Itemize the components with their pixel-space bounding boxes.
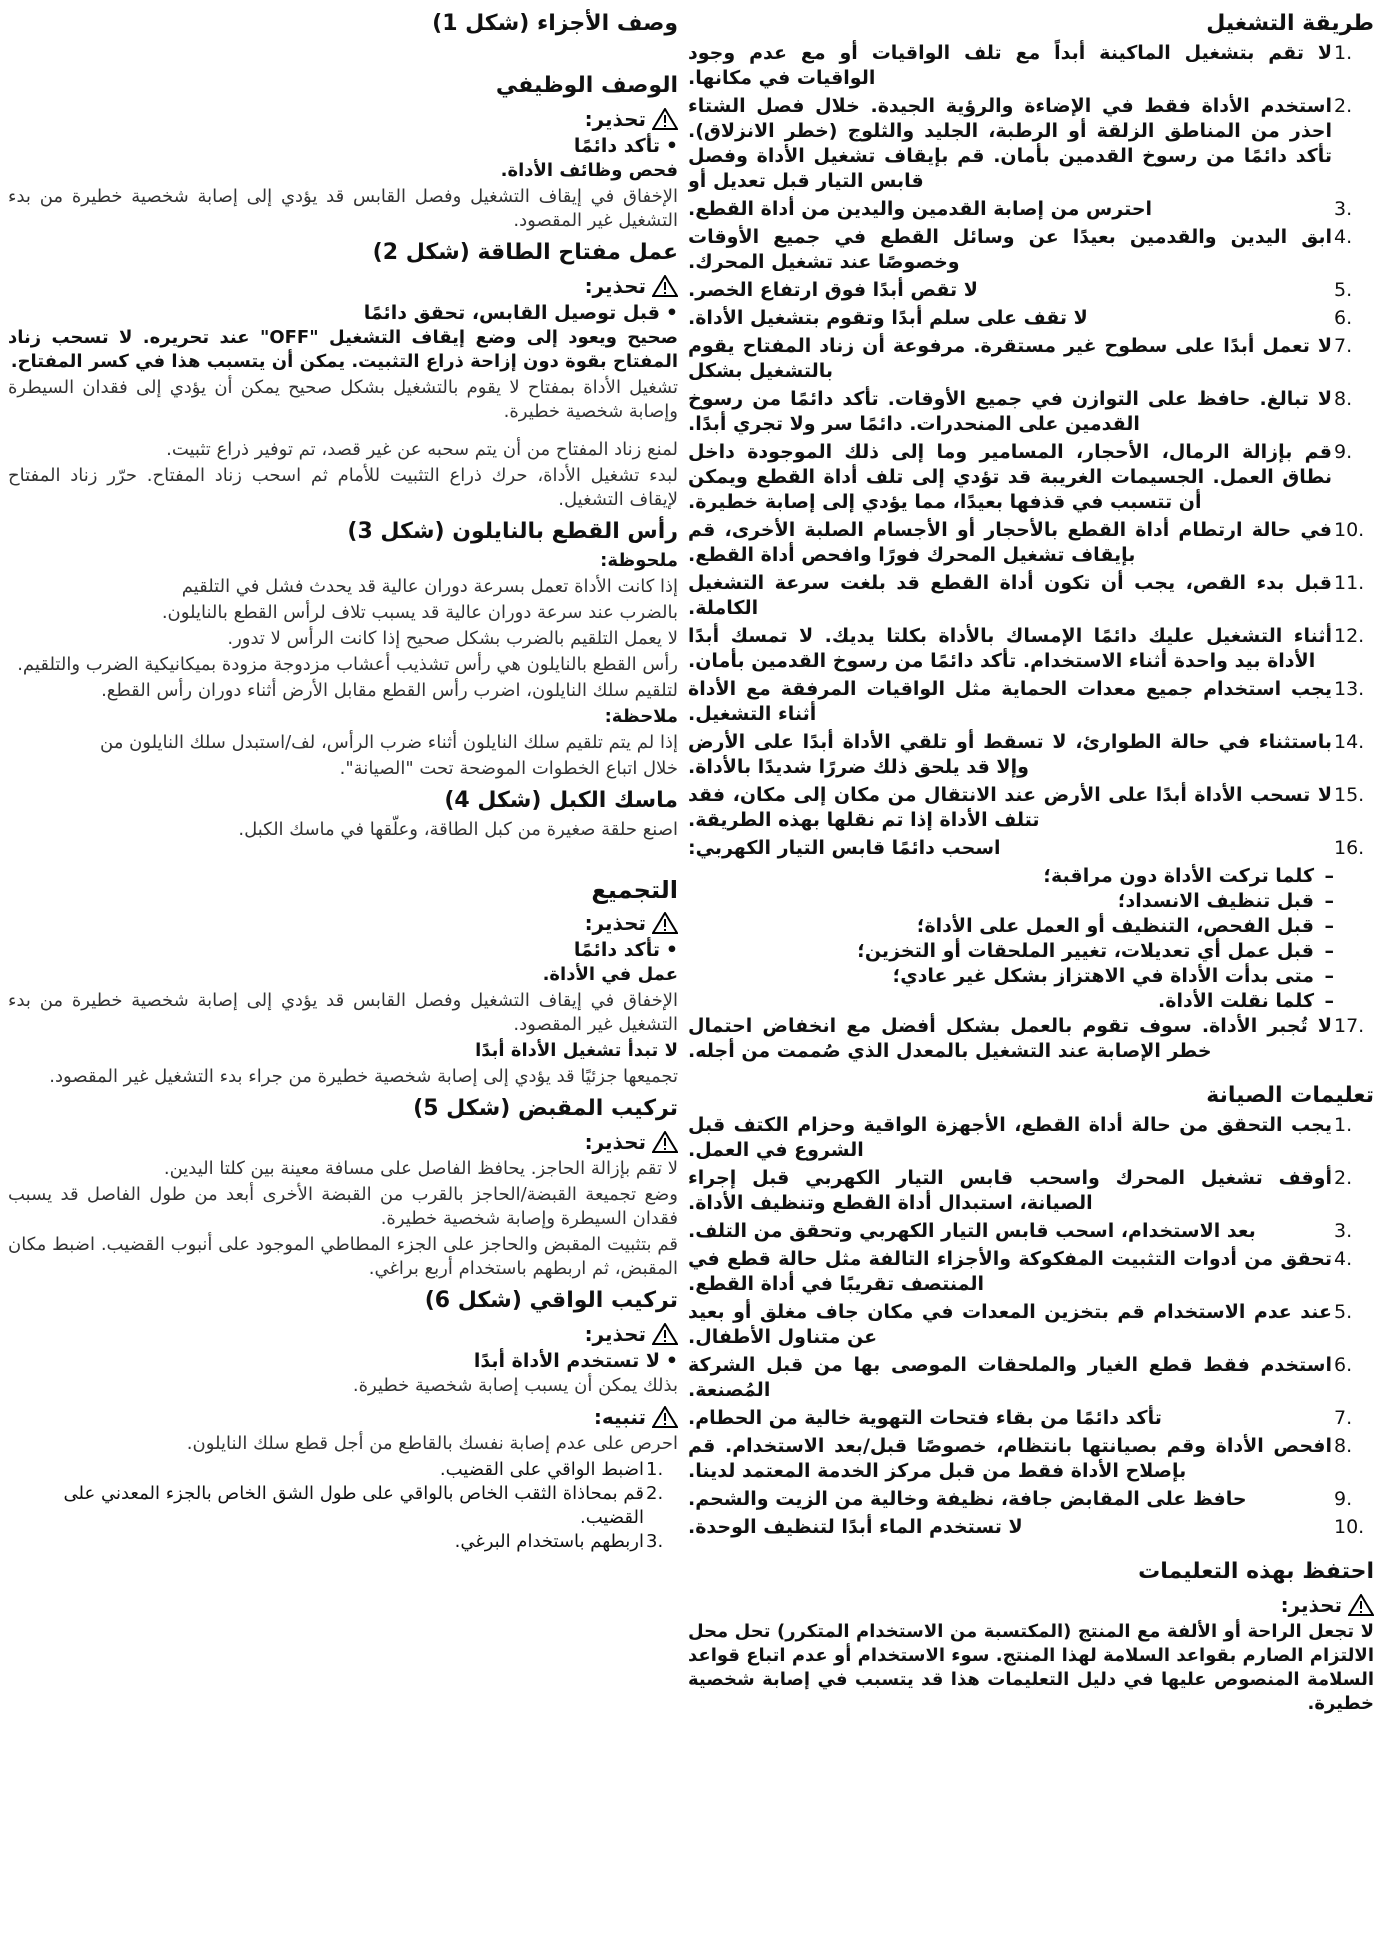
item-number: 1. — [1334, 42, 1353, 64]
item-number: 10. — [1334, 519, 1365, 541]
asm-text-2: تجميعها جزئيًا قد يؤدي إلى إصابة شخصية خطيرة من جراء بدء التشغيل غير المقصود. — [49, 1066, 678, 1087]
func-bullet: • تأكد دائمًا — [8, 134, 678, 159]
operation-item — [688, 783, 1374, 833]
warning-label: تحذير: — [584, 274, 646, 298]
item-number: 4. — [1334, 1248, 1353, 1270]
operation-item — [688, 440, 1374, 515]
item-text: قبل بدء القص، يجب أن تكون أداة القطع قد بلغت سرعة التشغيل الكاملة. — [688, 572, 1332, 619]
item-number: 15. — [1334, 784, 1365, 806]
item-number: 5. — [1334, 279, 1353, 301]
item-text: اربطهم باستخدام البرغي. — [454, 1531, 644, 1552]
item-number: 2. — [1334, 1167, 1353, 1189]
item-number: 9. — [1334, 1488, 1353, 1510]
item-text: أثناء التشغيل عليك دائمًا الإمساك بالأداة بكلتا يديك. لا تمسك أبدًا الأداة بيد واحدة أثناء الاستخدام. تأكد دائمًا من رسوخ القدمين بأمان. — [688, 625, 1332, 672]
item-number: 9. — [1334, 441, 1353, 463]
warning-label: تحذير: — [1280, 1593, 1342, 1617]
warning-4 — [8, 1129, 678, 1155]
item-text: لا تسحب الأداة أبدًا على الأرض عند الانتقال من مكان إلى مكان، فقد تتلف الأداة إذا تم نقلها بهذه الطريقة. — [688, 784, 1332, 831]
item-text: لا تعمل أبدًا على سطوح غير مستقرة. مرفوعة أن زناد المفتاح يقوم بالتشغيل بشكل — [688, 335, 1332, 382]
item-number: 12. — [1334, 625, 1365, 647]
item-text: قم بمحاذاة الثقب الخاص بالواقي على طول الشق الخاص بالجزء المعدني على القضيب. — [63, 1483, 644, 1528]
guard-step — [8, 1530, 678, 1554]
item-text: عند عدم الاستخدام قم بتخزين المعدات في مكان جاف مغلق أو بعيد عن متناول الأطفال. — [688, 1301, 1332, 1348]
item-text: ابق اليدين والقدمين بعيدًا عن وسائل القطع في جميع الأوقات وخصوصًا عند تشغيل المحرك. — [688, 226, 1332, 273]
item-number: 6. — [1334, 307, 1353, 329]
item-text: استخدم فقط قطع الغيار والملحقات الموصى بها من قبل الشركة المُصنعة. — [688, 1354, 1332, 1401]
parts-title: وصف الأجزاء (شكل 1) — [432, 11, 678, 36]
maintenance-list — [688, 1113, 1374, 1540]
warning-icon — [652, 1131, 678, 1153]
item-text: لا تستخدم الماء أبدًا لتنظيف الوحدة. — [688, 1516, 1023, 1538]
note2-text-1: إذا لم يتم تلقيم سلك النايلون أثناء ضرب الرأس، لف/استبدل سلك النايلون من — [100, 732, 678, 753]
maintenance-item — [688, 1406, 1374, 1431]
item-number: 2. — [646, 1483, 664, 1504]
item-text: يجب التحقق من حالة أداة القطع، الأجهزة الواقية وحزام الكتف قبل الشروع في العمل. — [688, 1114, 1332, 1161]
asm-bold: عمل في الأداة. — [542, 964, 678, 985]
item-text: لا تبالغ. حافظ على التوازن في جميع الأوقات. تأكد دائمًا من رسوخ القدمين على المنحدرات. دائمًا سر ولا تجري أبدًا. — [688, 388, 1332, 435]
warning-icon — [652, 1323, 678, 1345]
item-number: 3. — [1334, 198, 1353, 220]
warning-icon — [652, 1406, 678, 1428]
cable-text: اصنع حلقة صغيرة من كبل الطاقة، وعلّقها في ماسك الكبل. — [238, 819, 678, 840]
guard-bullet: • لا تستخدم الأداة أبدًا — [8, 1349, 678, 1374]
unplug-subitem: – قبل عمل أي تعديلات، تغيير الملحقات أو التخزين؛ — [688, 939, 1374, 964]
func-text: الإخفاق في إيقاف التشغيل وفصل القابس قد يؤدي إلى إصابة شخصية خطيرة من بدء التشغيل غير المقصود. — [8, 186, 678, 231]
item-text: احترس من إصابة القدمين واليدين من أداة القطع. — [688, 198, 1153, 220]
keep-warning — [688, 1592, 1374, 1618]
item-text: بعد الاستخدام، اسحب قابس التيار الكهربي وتحقق من التلف. — [688, 1220, 1256, 1242]
item-number: 4. — [1334, 226, 1353, 248]
operation-title: طريقة التشغيل — [1206, 11, 1374, 36]
maintenance-title: تعليمات الصيانة — [1206, 1083, 1374, 1108]
item-text: استخدم الأداة فقط في الإضاءة والرؤية الجيدة. خلال فصل الشتاء احذر من المناطق الزلقة أو الرطبة، الجليد والثلوج (خطر الانزلاق). تأكد دائمًا من رسوخ القدمين بأمان. قم بإيقاف تشغيل الأداة وفصل قابس التيار قبل تعديل أو — [688, 95, 1332, 192]
maintenance-item — [688, 1247, 1374, 1297]
nylon-bullet-1: إذا كانت الأداة تعمل بسرعة دوران عالية قد يحدث فشل في التلقيم — [181, 576, 678, 597]
warning-label: تحذير: — [584, 1130, 646, 1154]
operation-item — [688, 387, 1374, 437]
asm-bold-2: لا تبدأ تشغيل الأداة أبدًا — [475, 1040, 678, 1061]
unplug-subitem: – قبل تنظيف الانسداد؛ — [688, 889, 1374, 914]
item-number: 11. — [1334, 572, 1365, 594]
asm-bullet: • تأكد دائمًا — [8, 938, 678, 963]
warning-icon — [1348, 1594, 1374, 1616]
warning-5 — [8, 1321, 678, 1347]
switch-text-2: لمنع زناد المفتاح من أن يتم سحبه عن غير قصد، تم توفير ذراع تثبيت. — [166, 439, 678, 460]
item-number: 5. — [1334, 1301, 1353, 1323]
item-text: قم بإزالة الرمال، الأحجار، المسامير وما إلى ذلك الموجودة داخل نطاق العمل. الجسيمات الغريبة قد تؤدي إلى تلف أداة القطع ويمكن أن تتسبب في قذفها بعيدًا، مما يؤدي إلى إصابة خطيرة. — [688, 441, 1332, 513]
item-number: 1. — [1334, 1114, 1353, 1136]
note2-text-2: خلال اتباع الخطوات الموضحة تحت "الصيانة". — [339, 758, 678, 779]
item-text: لا تقص أبدًا فوق ارتفاع الخصر. — [688, 279, 978, 301]
switch-bold: صحيح ويعود إلى وضع إيقاف التشغيل "OFF" عند تحريره. لا تسحب زناد المفتاح بقوة دون إزاحة ذراع التثبيت. يمكن أن يتسبب هذا في كسر المفتاح. — [8, 327, 678, 372]
operation-item-17 — [688, 1014, 1374, 1064]
item-number: 16. — [1334, 837, 1365, 859]
item-number: 13. — [1334, 678, 1365, 700]
operation-list — [688, 41, 1374, 861]
operation-item — [688, 677, 1374, 727]
item-text: اضبط الواقي على القضيب. — [439, 1459, 644, 1480]
item-number: 3. — [1334, 1220, 1353, 1242]
nylon-text-1: بالضرب عند سرعة دوران عالية قد يسبب تلاف لرأس القطع بالنايلون. — [161, 602, 678, 623]
operation-item — [688, 571, 1374, 621]
item-number: 17. — [1334, 1015, 1365, 1037]
maintenance-item — [688, 1166, 1374, 1216]
item-number: 2. — [1334, 95, 1353, 117]
guard-text-1: بذلك يمكن أن يسبب إصابة شخصية خطيرة. — [352, 1375, 678, 1396]
operation-item — [688, 278, 1374, 303]
item-number: 10. — [1334, 1516, 1365, 1538]
warning-1 — [8, 106, 678, 132]
keep-text: لا تجعل الراحة أو الألفة مع المنتج (المكتسبة من الاستخدام المتكرر) تحل محل الالتزام الصارم بقواعد السلامة لهذا المنتج. سوء الاستخدام أو عدم اتباع قواعد السلامة المنصوص عليها في دليل التعليمات هذا قد يتسبب في إصابة شخصية خطيرة. — [688, 1621, 1374, 1714]
operation-item — [688, 518, 1374, 568]
handle-text-2: قم بتثبيت المقبض والحاجز على الجزء المطاطي الموجود على أنبوب القضيب. اضبط مكان المقبض، ثم اربطهم باستخدام أربع براغي. — [8, 1234, 678, 1279]
operation-item — [688, 306, 1374, 331]
warning-3 — [8, 910, 678, 936]
guard-step — [8, 1482, 678, 1530]
nylon-text-2: رأس القطع بالنايلون هي رأس تشذيب أعشاب مزدوجة مزودة بميكانيكية الضرب والتلقيم. — [17, 654, 678, 675]
handle-text-1: وضع تجميعة القبضة/الحاجز بالقرب من القبضة الأخرى أبعد من طول الفاصل قد يسبب فقدان السيطرة وإصابة شخصية خطيرة. — [8, 1184, 678, 1229]
operation-item — [688, 730, 1374, 780]
unplug-subitem: – قبل الفحص، التنظيف أو العمل على الأداة؛ — [688, 914, 1374, 939]
nylon-bullet-2: لا يعمل التلقيم بالضرب بشكل صحيح إذا كانت الرأس لا تدور. — [227, 628, 678, 649]
functional-title: الوصف الوظيفي — [495, 73, 678, 98]
warning-icon — [652, 275, 678, 297]
func-check: فحص وظائف الأداة. — [500, 160, 678, 181]
unplug-subitem: – كلما تركت الأداة دون مراقبة؛ — [688, 864, 1374, 889]
caution-label: تنبيه: — [593, 1405, 646, 1429]
item-text: باستثناء في حالة الطوارئ، لا تسقط أو تلقي الأداة أبدًا على الأرض وإلا قد يلحق ذلك ضررًا شديدًا بالأداة. — [688, 731, 1332, 778]
switch-text-3: لبدء تشغيل الأداة، حرك ذراع التثبيت للأمام ثم اسحب زناد المفتاح. حرّر زناد المفتاح لإيقاف التشغيل. — [8, 465, 678, 510]
maintenance-item — [688, 1515, 1374, 1540]
item-text: تأكد دائمًا من بقاء فتحات التهوية خالية من الحطام. — [688, 1407, 1162, 1429]
item-text: يجب استخدام جميع معدات الحماية مثل الواقيات المرفقة مع الأداة أثناء التشغيل. — [688, 678, 1332, 725]
left-column — [8, 4, 678, 1944]
item-text: أوقف تشغيل المحرك واسحب قابس التيار الكهربي قبل إجراء الصيانة، استبدال أداة القطع وتنظيف الأداة. — [688, 1167, 1332, 1214]
warning-2 — [8, 273, 678, 299]
caution — [8, 1404, 678, 1430]
item-number: 3. — [646, 1531, 664, 1552]
guard-step — [8, 1458, 678, 1482]
asm-text-1: الإخفاق في إيقاف التشغيل وفصل القابس قد يؤدي إلى إصابة شخصية خطيرة من بدء التشغيل غير المقصود. — [8, 990, 678, 1035]
item-number: 8. — [1334, 1435, 1353, 1457]
item-number: 14. — [1334, 731, 1365, 753]
switch-bullet: • قبل توصيل القابس، تحقق دائمًا — [8, 301, 678, 326]
right-column — [688, 4, 1374, 1944]
item-number: 7. — [1334, 1407, 1353, 1429]
warning-icon — [652, 108, 678, 130]
item-text: لا تقف على سلم أبدًا وتقوم بتشغيل الأداة. — [688, 307, 1088, 329]
maintenance-item — [688, 1353, 1374, 1403]
unplug-subitem: – متى بدأت الأداة في الاهتزاز بشكل غير عادي؛ — [688, 964, 1374, 989]
operation-item — [688, 334, 1374, 384]
nylon-title: رأس القطع بالنايلون (شكل 3) — [347, 519, 678, 544]
warning-label: تحذير: — [584, 1322, 646, 1346]
maintenance-item — [688, 1113, 1374, 1163]
item-text: في حالة ارتطام أداة القطع بالأحجار أو الأجسام الصلبة الأخرى، قم بإيقاف تشغيل المحرك فورًا وافحص أداة القطع. — [688, 519, 1332, 566]
guard-title: تركيب الواقي (شكل 6) — [424, 1288, 678, 1313]
item-number: 6. — [1334, 1354, 1353, 1376]
warning-label: تحذير: — [584, 911, 646, 935]
handle-bullet: لا تقم بإزالة الحاجز. يحافظ الفاصل على مسافة معينة بين كلتا اليدين. — [163, 1158, 678, 1179]
assembly-title: التجميع — [591, 876, 678, 904]
maintenance-item — [688, 1219, 1374, 1244]
warning-icon — [652, 912, 678, 934]
operation-item — [688, 41, 1374, 91]
item-text: تحقق من أدوات التثبيت المفكوكة والأجزاء التالفة مثل حالة قطع في المنتصف تقريبًا في أداة القطع. — [688, 1248, 1332, 1295]
item-text: افحص الأداة وقم بصيانتها بانتظام، خصوصًا قبل/بعد الاستخدام. قم بإصلاح الأداة فقط من قبل مركز الخدمة المعتمد لدينا. — [688, 1435, 1332, 1482]
item-number: 7. — [1334, 335, 1353, 357]
warning-label: تحذير: — [584, 107, 646, 131]
item-text: حافظ على المقابض جافة، نظيفة وخالية من الزيت والشحم. — [688, 1488, 1247, 1510]
note-label-2: ملاحظة: — [604, 706, 678, 727]
operation-item — [688, 225, 1374, 275]
keep-title: احتفظ بهذه التعليمات — [1138, 1559, 1374, 1584]
handle-title: تركيب المقبض (شكل 5) — [413, 1096, 678, 1121]
item-text: لا تُجبر الأداة. سوف تقوم بالعمل بشكل أفضل مع انخفاض احتمال خطر الإصابة عند التشغيل بالمعدل الذي صُممت من أجله. — [688, 1015, 1332, 1062]
operation-item — [688, 94, 1374, 194]
switch-text-1: تشغيل الأداة بمفتاح لا يقوم بالتشغيل بشكل صحيح يمكن أن يؤدي إلى فقدان السيطرة وإصابة شخصية خطيرة. — [8, 377, 678, 422]
operation-item — [688, 624, 1374, 674]
guard-steps — [8, 1458, 678, 1554]
caution-bullet: احرص على عدم إصابة نفسك بالقاطع من أجل قطع سلك النايلون. — [186, 1433, 678, 1454]
operation-item — [688, 197, 1374, 222]
nylon-text-3: لتلقيم سلك النايلون، اضرب رأس القطع مقابل الأرض أثناء دوران رأس القطع. — [101, 680, 678, 701]
item-number: 8. — [1334, 388, 1353, 410]
operation-item — [688, 836, 1374, 861]
item-text: اسحب دائمًا قابس التيار الكهربي: — [688, 837, 1001, 859]
maintenance-item — [688, 1434, 1374, 1484]
unplug-subitem: – كلما نقلت الأداة. — [688, 989, 1374, 1014]
note-label-1: ملحوظة: — [600, 550, 678, 571]
maintenance-item — [688, 1300, 1374, 1350]
maintenance-item — [688, 1487, 1374, 1512]
item-number: 1. — [646, 1459, 664, 1480]
switch-title: عمل مفتاح الطاقة (شكل 2) — [372, 240, 678, 265]
cable-title: ماسك الكبل (شكل 4) — [444, 788, 678, 813]
item-text: لا تقم بتشغيل الماكينة أبداً مع تلف الواقيات أو مع عدم وجود الواقيات في مكانها. — [688, 42, 1332, 89]
